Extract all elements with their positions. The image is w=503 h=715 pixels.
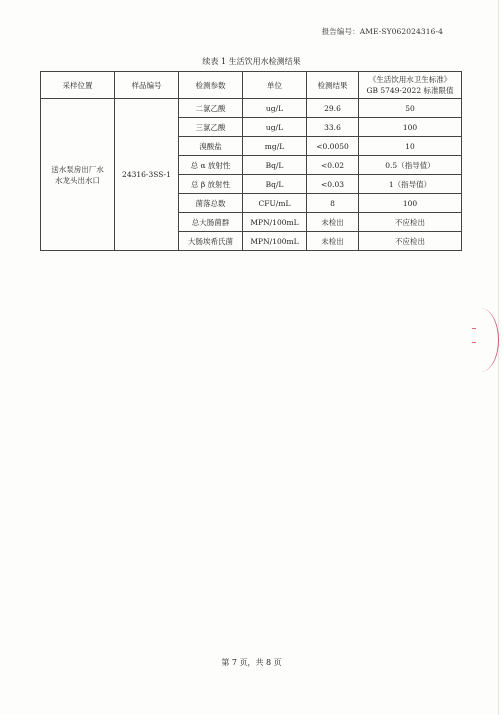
table-caption: 续表 1 生活饮用水检测结果 [202,57,301,66]
unit-cell: CFU/mL [243,194,307,213]
parameter-cell: 溴酸盐 [179,137,243,156]
result-cell: 29.6 [307,99,359,118]
seal-stamp-mark [472,342,476,343]
result-cell: <0.03 [307,175,359,194]
report-number: 报告编号：AME-SY062024316-4 [321,27,443,36]
header-parameter: 检测参数 [179,72,243,99]
header-location: 采样位置 [41,72,115,99]
page-footer: 第 7 页，共 8 页 [221,658,282,667]
parameter-cell: 菌落总数 [179,194,243,213]
unit-cell: Bq/L [243,175,307,194]
location-line2: 水龙头出水口 [55,175,100,185]
parameter-cell: 三氯乙酸 [179,118,243,137]
parameter-cell: 总 β 放射性 [179,175,243,194]
header-result: 检测结果 [307,72,359,99]
sample-number-cell: 24316-3SS-1 [115,99,179,251]
parameter-cell: 总 α 放射性 [179,156,243,175]
results-table [40,71,462,251]
unit-cell: MPN/100mL [243,232,307,251]
parameter-cell: 总大肠菌群 [179,213,243,232]
limit-cell: 1（指导值） [359,175,462,194]
result-cell: <0.02 [307,156,359,175]
limit-cell: 100 [359,118,462,137]
header-standard-line2: GB 5749-2022 标准限值 [366,86,454,95]
parameter-cell: 大肠埃希氏菌 [179,232,243,251]
limit-cell: 不应检出 [359,232,462,251]
page-edge [498,0,499,715]
unit-cell: mg/L [243,137,307,156]
header-sample-no: 样品编号 [115,72,179,99]
header-standard-line1: 《生活饮用水卫生标准》 [368,75,452,84]
limit-cell: 100 [359,194,462,213]
unit-cell: ug/L [243,99,307,118]
limit-cell: 10 [359,137,462,156]
result-cell: 8 [307,194,359,213]
seal-stamp-mark [472,328,476,329]
table-row [41,99,462,118]
table-header-row [41,72,462,99]
header-unit: 单位 [243,72,307,99]
header-standard [359,72,462,99]
result-cell: 未检出 [307,232,359,251]
unit-cell: ug/L [243,118,307,137]
parameter-cell: 二氯乙酸 [179,99,243,118]
limit-cell: 0.5（指导值） [359,156,462,175]
location-line1: 送水泵房出厂水 [51,164,104,174]
limit-cell: 50 [359,99,462,118]
seal-stamp-edge [462,308,499,372]
limit-cell: 不应检出 [359,213,462,232]
unit-cell: MPN/100mL [243,213,307,232]
result-cell: 未检出 [307,213,359,232]
result-cell: 33.6 [307,118,359,137]
unit-cell: Bq/L [243,156,307,175]
result-cell: <0.0050 [307,137,359,156]
sampling-location-cell [41,99,115,251]
